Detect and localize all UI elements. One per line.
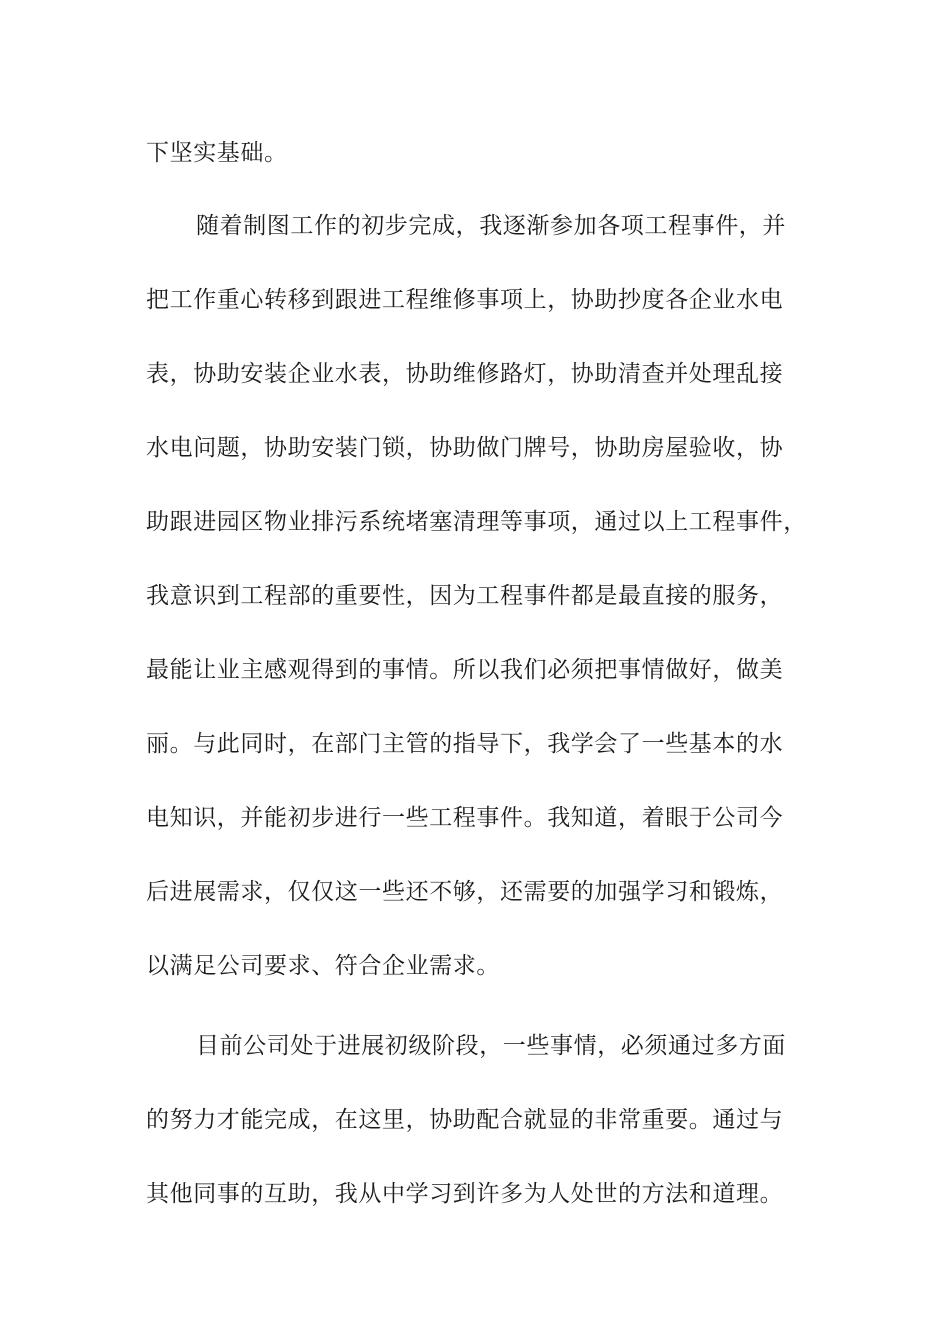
text-line: 把工作重心转移到跟进工程维修事项上，协助抄度各企业水电	[146, 287, 784, 313]
text-line: 助跟进园区物业排污系统堵塞清理等事项，通过以上工程事件，	[146, 509, 807, 535]
text-line: 电知识，并能初步进行一些工程事件。我知道，着眼于公司今	[146, 805, 784, 831]
text-line: 水电问题，协助安装门锁，协助做门牌号，协助房屋验收，协	[146, 435, 784, 461]
text-line: 丽。与此同时，在部门主管的指导下，我学会了一些基本的水	[146, 731, 784, 757]
text-line: 后进展需求，仅仅这一些还不够，还需要的加强学习和锻炼，	[146, 879, 784, 905]
text-line: 的努力才能完成，在这里，协助配合就显的非常重要。通过与	[146, 1107, 784, 1133]
text-line: 下坚实基础。	[146, 140, 288, 166]
text-line: 其他同事的互助，我从中学习到许多为人处世的方法和道理。	[146, 1181, 784, 1207]
text-line: 表，协助安装企业水表，协助维修路灯，协助清查并处理乱接	[146, 361, 784, 387]
text-line: 以满足公司要求、符合企业需求。	[146, 953, 500, 979]
text-line: 我意识到工程部的重要性，因为工程事件都是最直接的服务，	[146, 583, 784, 609]
text-line: 目前公司处于进展初级阶段，一些事情，必须通过多方面	[196, 1033, 786, 1059]
text-line: 随着制图工作的初步完成，我逐渐参加各项工程事件，并	[196, 213, 786, 239]
text-line: 最能让业主感观得到的事情。所以我们必须把事情做好，做美	[146, 657, 784, 683]
